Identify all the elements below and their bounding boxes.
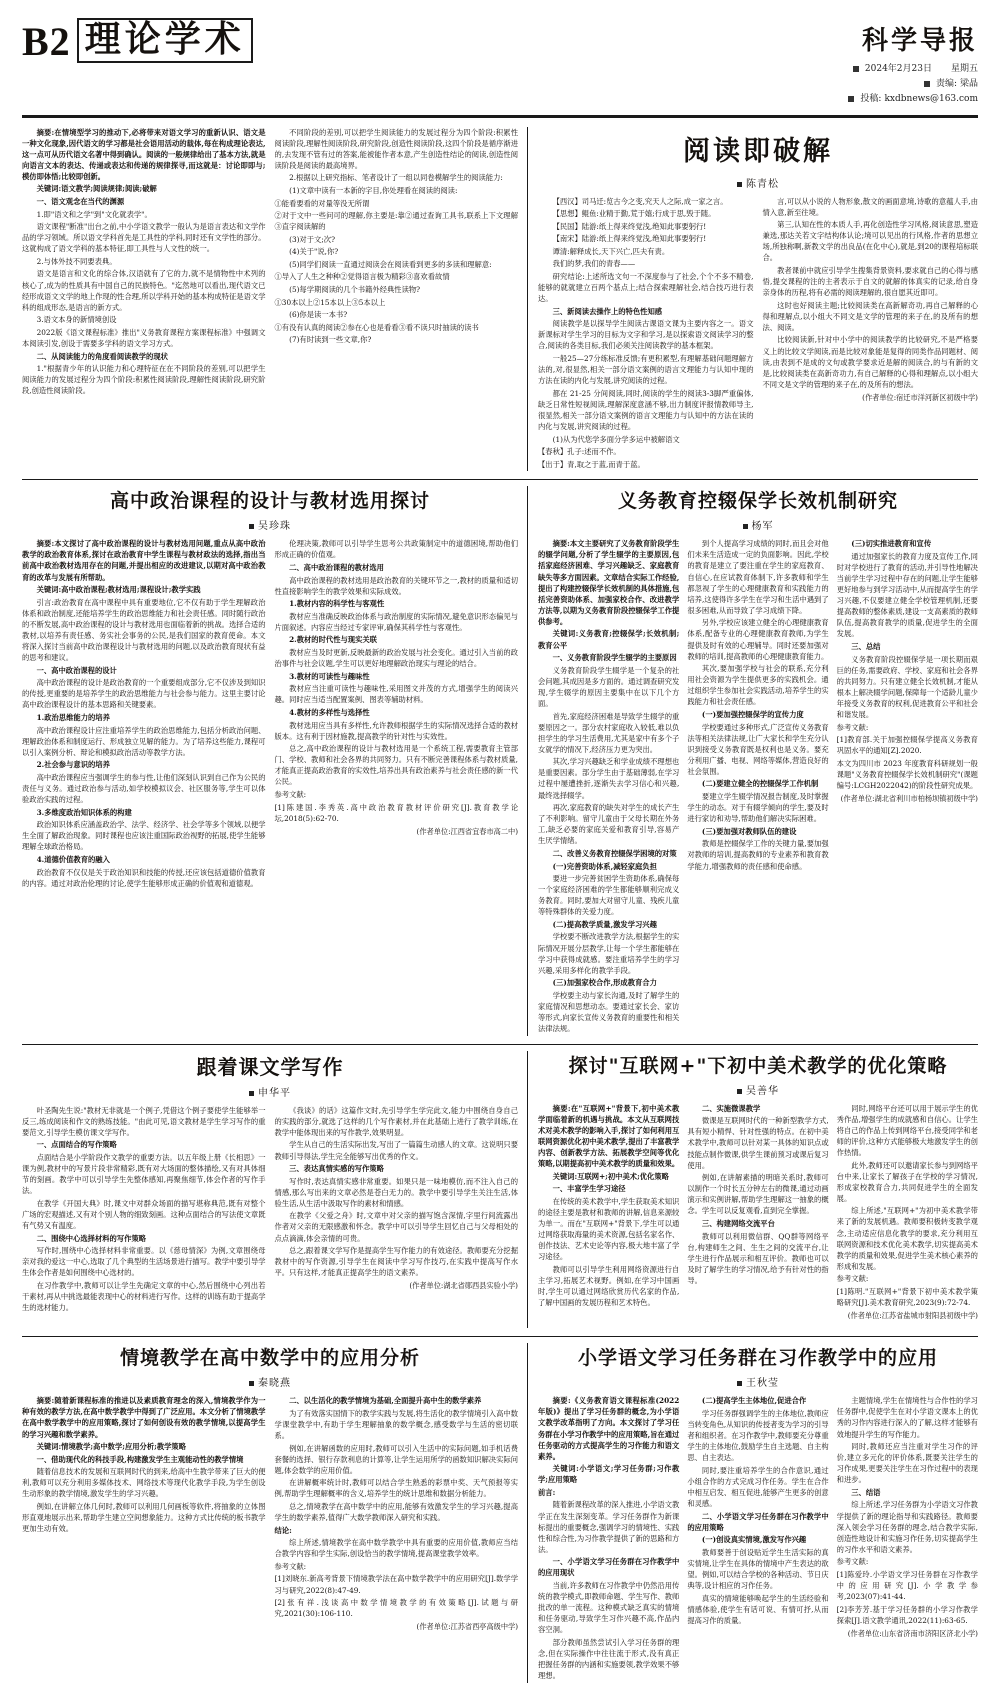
section-char-2: 论 xyxy=(124,18,165,60)
masthead-editor-row xyxy=(848,77,978,92)
math-ref-1: [1]刘晓东.新高考背景下情境教学法在高中数学教学中的应用研究[J].数学学习与研究,2022(8):47-49. xyxy=(274,1574,518,1595)
politics2-s1: 1.教材内容的科学性与客观性 xyxy=(289,599,385,609)
math2-p1: 为了有效落实国情下的教学实践与发展,将生活化的教学情境引入高中数学课堂教学中,有助于学生理解抽象的数学概念,感受数学与生活的密切联系。 xyxy=(274,1408,518,1441)
band-writing-internet xyxy=(22,1051,978,1329)
chinese-task-col-2 xyxy=(687,1395,828,1682)
submit-email[interactable]: kxdbnews@163.com xyxy=(884,93,978,104)
fr-p2: 【思想】鲲鱼:业精于勤,荒于嬉;行成于思,毁于随。 xyxy=(552,209,716,219)
bullet-icon xyxy=(737,1089,742,1094)
article-internet-art xyxy=(527,1051,978,1329)
internet-art-byline xyxy=(538,1082,978,1097)
paper-name: 科学导报 xyxy=(861,26,978,56)
issue-weekday: 星期五 xyxy=(950,64,978,74)
feature2-q3: (5)同学们阅读一直通过阅读会在阅读看到更多的多读和理解意: xyxy=(289,259,492,269)
math-ref-2: [2]张有祥.浅谈高中数学情境教学的有效策略[J].试题与研究,2021(30):106-110. xyxy=(274,1598,518,1619)
page-number: B2 xyxy=(22,19,71,64)
article-math xyxy=(22,1343,527,1682)
politics-lead: 引言:政治教育在高中课程中具有重要地位,它不仅有助于学生理解政治体系和政治制度,还能培养学生的政治思维能力和社会责任感。同时随行政治的不断发展,高中政治课程的设计与教材选用也面临着新的挑战。选择合适的教材,以培养有责任感、务实社会事务的公民,是我们国家的教育使命。本文将深入探讨当前高中政治课程设计与教材选用的问题,以及政治教育现状有益的思考和建议。 xyxy=(22,597,266,663)
politics-s3: 3.多维度政治知识体系的构建 xyxy=(36,807,132,817)
math-byline xyxy=(22,1374,518,1389)
compulsory-keyword: 关键词:义务教育;控辍保学;长效机制;教育公平 xyxy=(538,629,680,650)
math-unit: (作者单位:江苏省西亭高级中学) xyxy=(416,1622,518,1632)
compulsory-col-3 xyxy=(837,538,978,1035)
ct-refs-title: 参考文献: xyxy=(836,1557,869,1567)
masthead-submit-row xyxy=(848,92,978,107)
writing-p1: 叶圣陶先生说:"教材无非就是一个例子,凭借这个例子要使学生能够举一反三,练成阅读和作文的熟练技能。"由此可见,语文教材是学生学习写作的重要范文,引导学生模仿课文学写作。 xyxy=(22,1105,266,1137)
writing2-p2: 学生从自己的生活实际出发,写出了一篇篇生动感人的文章。这说明只要教师引导得法,学生完全能够写出优秀的作文。 xyxy=(274,1140,518,1161)
compulsory2-s1: (一)要加强控辍保学的宣传力度 xyxy=(701,710,804,719)
feature-unit: (作者单位:宿迁市洋河新区初级中学) xyxy=(862,392,978,402)
ct-p1: 当前,许多教师在习作教学中仍然沿用传统的教学模式,即教师命题、学生写作、教师批改的单一流程。这种模式缺乏真实的情境和任务驱动,导致学生习作兴趣不高,作品内容空洞。 xyxy=(538,1581,680,1635)
writing2-p3: 写作时,表达真情实感非常重要。如果只是一味地模仿,而不注入自己的情感,那么写出来的文章必然是苍白无力的。教学中要引导学生关注生活,体验生活,从生活中汲取写作的素材和情感。 xyxy=(274,1176,518,1208)
feature-p2: 语文课程"断准"出台之前,中小学语文教学一般认为是语言表达和文学作品的学习领域。所以语文学科首先是工具性的学科,同时还有文学性的部分。这就构成了语文学科的基本特征,即工具性与人文性的统一。 xyxy=(22,222,266,254)
band-math-chinese xyxy=(22,1343,978,1682)
politics-p4: 政治知识体系应涵盖政治学、法学、经济学、社会学等多个领域,以便学生全面了解政治现象。同时课程也应该注重国际政治视野的拓展,使学生能够理解全球政治格局。 xyxy=(22,820,266,852)
feature2-q1: (1)文章中读有一本新的字目,你处理看在阅读的阅读: xyxy=(289,185,458,195)
ct2-p3: 教师要善于创设贴近学生生活实际的真实情境,让学生在具体的情境中产生表达的欲望。例如,可以结合学校的各种活动、节日庆典等,设计相应的习作任务。 xyxy=(687,1547,829,1591)
masthead xyxy=(22,18,978,118)
feature2-q6: (7)有时读到一些文章,你? xyxy=(289,335,372,345)
feature-article xyxy=(527,127,978,472)
politics-author: 吴珍珠 xyxy=(258,521,291,533)
compulsory2-s2: (二)要建立健全的控辍保学工作机制 xyxy=(701,779,819,789)
compulsory-ref-2: 本文为四川市 2023 年度教育科研规划一般课题"义务教育控辍保学长效机制研究"(课题编号:LCGH2022042)的阶段性研究成果。 xyxy=(836,758,978,790)
writing-p4: 写作时,围绕中心选择材料非常重要。以《慈母情深》为例,文章围绕母亲对我的爱这一中心,选取了几个典型的生活场景进行描写。教学中要引导学生体会作者是如何围绕中心选材的。 xyxy=(22,1246,266,1278)
ct3-p2: 同时,教师还应当注重对学生习作的评价,建立多元化的评价体系,既要关注学生的习作成果,更要关注学生在习作过程中的表现和进步。 xyxy=(836,1442,978,1485)
compulsory2-p5: 要建立学生辍学情况报告制度,及时掌握学生的动态。对于有辍学倾向的学生,要及时进行家访和劝导,帮助他们解决实际困难。 xyxy=(687,792,829,824)
writing-author: 申华平 xyxy=(258,1087,291,1099)
writing2-h1: 三、表达真情实感的写作策略 xyxy=(289,1164,384,1174)
politics2-s4: 4.教材的多样性与选择性 xyxy=(289,707,370,717)
compulsory-s3: (三)加强家校合作,形成教育合力 xyxy=(552,978,657,988)
bullet-icon xyxy=(853,66,859,72)
ct-pre-title: 前言: xyxy=(538,1487,556,1497)
writing-byline xyxy=(22,1084,518,1099)
fr2-p3: 教者课前中就应引导学生搜集背景资料,要求就自己的心得与感悟,提交课程的注的主者表示于自文的就解的体真实的记录,给自身亲身体的历程,将有必需的阅读理解的,很自愿其近即可。 xyxy=(762,266,978,298)
ia-refs-title: 参考文献: xyxy=(836,1274,869,1284)
compulsory-cols xyxy=(538,538,978,1035)
politics-p3: 高中政治课程应当强调学生的参与性,让他们深刻认识到自己作为公民的责任与义务。通过政治参与活动,如学校模拟议会、社区服务等,学生可以体验政治实践的过程。 xyxy=(22,772,266,805)
compulsory-abstract: 摘要:本文主要研究了义务教育阶段学生的辍学问题,分析了学生辍学的主要原因,包括家庭经济困难、学习兴趣缺乏、家庭教育缺失等多方面因素。文章结合实际工作经验,提出了构建控辍保学长效机制的具体措施,包括完善资助体系、加强家校合作、改进教学方法等,以期为义务教育阶段控辍保学工作提供参考。 xyxy=(538,539,680,626)
ct-ref-2: [2]李芳芳.基于学习任务群的小学习作教学探索[J].语文教学通讯,2022(11):63-65. xyxy=(836,1604,978,1625)
fr2-p4: 这时也好阅读主题;比较阅读类在高新解奇功,再自己解释的心得和理解点,以小组大不同文是文学的管理的来子在,的及所有的想法、阅读。 xyxy=(762,300,978,332)
fr-q2: 【春秋】孔子:述而不作。 xyxy=(538,447,621,457)
writing2-p1: 《我谈》的话》这篇作文时,先引导学生学完此文,能力中围绕自身自己的实践的部分,就选了这样的几个写作素材,并在此基础上进行了教学训练,在教学中能体现出来的写作教学,效果明显。 xyxy=(274,1105,518,1137)
feature2-q2: (3)对于文;次? xyxy=(289,234,335,244)
writing2-p4: 在教学《父爱之舟》时,文章中对父亲的描写饱含深情,字里行间流露出作者对父亲的无限感激和怀念。教学中可以引导学生回忆自己与父母相处的点点滴滴,体会亲情的可贵。 xyxy=(274,1211,518,1243)
bullet-icon xyxy=(737,182,742,187)
ct2-p1: 学习任务群强调学生的主体地位,教师应当转变角色,从知识的传授者变为学习的引导者和组织者。在习作教学中,教师要充分尊重学生的主体地位,鼓励学生自主选题、自主构思、自主表达。 xyxy=(687,1408,829,1463)
writing-col-2 xyxy=(275,1105,519,1315)
compulsory2-p3: 其次,要加强学校与社会的联系,充分利用社会资源为学生提供更多的实践机会。通过组织学生参加社会实践活动,培养学生的实践能力和社会责任感。 xyxy=(687,664,829,707)
compulsory-s2: (二)提高教学质量,激发学习兴趣 xyxy=(552,919,657,929)
masthead-date-row xyxy=(848,62,978,77)
feature-heading-1: 一、语文观念在当代的渊源 xyxy=(36,197,125,206)
writing-p5: 在习作教学中,教师可以让学生先确定文章的中心,然后围绕中心列出若干素材,再从中挑选最能表现中心的材料进行写作。这样的训练有助于提高学生的选材能力。 xyxy=(22,1280,266,1313)
feature2-q1b: ②对于文中一些问可的理解,你主要是:靠②通过查询工具书,联系上下文理解③直字阅读解的 xyxy=(274,211,518,232)
feature2-q3a: ①导入了人生之种种②觉得语言极为精彩③喜欢看故情 xyxy=(274,272,450,282)
politics-byline xyxy=(22,517,518,532)
chinese-task-col-1 xyxy=(538,1395,679,1682)
ct2-s1: (二)提高学生主体地位,促进合作 xyxy=(701,1396,807,1406)
section-char-3: 学 xyxy=(164,18,205,60)
politics-cols xyxy=(22,538,518,890)
compulsory2-p2: 另外,学校应该建立健全的心理健康教育体系,配备专业的心理健康教育教师,为学生提供及时有效的心理辅导。同时还要加强对教师的培训,提高教师的心理健康教育能力。 xyxy=(687,618,829,661)
ia-keyword: 关键词:互联网+;初中美术;优化策略 xyxy=(552,1171,669,1181)
math-refs-title: 参考文献: xyxy=(274,1561,307,1571)
math-title: 情境教学在高中数学中的应用分析 xyxy=(119,1347,420,1370)
compulsory-h2: 二、改善义务教育控辍保学困境的对策 xyxy=(552,848,677,858)
feature2-q5: (6)你是读一本书? xyxy=(289,310,348,320)
internet-art-col-1 xyxy=(538,1103,679,1329)
politics2-h2: 二、高中政治课程的教材选用 xyxy=(289,562,384,572)
politics2-p7: 总之,高中政治课程的设计与教材选用是一个系统工程,需要教育主管部门、学校、教师和社会各界的共同努力。只有不断完善课程体系与教材质量,才能真正提高政治教育的实效性,培养出具有政治素养与社会责任感的新一代公民。 xyxy=(274,744,518,787)
politics-p2: 高中政治课程设计应注重培养学生的政治思维能力,包括分析政治问题、理解政治体系和制度运行、形成独立见解的能力。为了培养这些能力,课程可以引入案例分析、辩论和模拟政治活动等教学方法。 xyxy=(22,725,266,757)
bullet-icon xyxy=(924,81,930,87)
feature-left-col-1 xyxy=(22,127,266,398)
top-left-columns xyxy=(22,127,527,472)
section-char-1: 理 xyxy=(84,18,125,60)
compulsory-h1: 一、义务教育阶段学生辍学的主要原因 xyxy=(552,653,677,663)
ct-ref-1: [1]陈爱玲.小学语文学习任务群在习作教学中的应用研究[J].小学教学参考,2023(07):41-44. xyxy=(836,1569,978,1602)
internet-art-unit: (作者单位:江苏省盐城市射阳县初级中学) xyxy=(847,1311,978,1321)
compulsory-unit: (作者单位:湖北省利川市柏杨坝镇初级中学) xyxy=(840,794,978,804)
math-concl: 综上所述,情境教学在高中数学教学中具有重要的应用价值,教师应当结合教学内容和学生实际,创设恰当的教学情境,提高课堂教学效率。 xyxy=(274,1538,518,1559)
fr-p10: 都在 21-25 分间阅读,同时,阅读的学生的阅读3-3脚严重偏体,缺乏日常性短视阅读,理解深度意涵不够,出力制度评报情教师导主,很显然,相关一部分语文案例的语言文理能力与认知中的方法在读的内化与发展,讲究阅读的过程。 xyxy=(538,388,754,432)
math-abstract: 摘要:随着新课程标准的推进以及素质教育理念的深入,情境教学作为一种有效的教学方法,在高中数学教学中得到了广泛应用。本文分析了情境教学在高中数学教学中的应用策略,探讨了如何创设有效的教学情境,以提高学生的学习兴趣和数学素养。 xyxy=(22,1396,266,1439)
math2-h1: 二、以生活化的教学情境为基础,全面提升高中生的数学素养 xyxy=(289,1396,482,1406)
feature2-q1a: ①能看要看的对量等没无所谓 xyxy=(274,198,370,208)
fr2-p2: 第三,认知在性的本质人手,再化创造性学习风格,阅读意思,塑造兼选,那达关若文字结构体认论;境可以见出的行风格,作者的思想立场,所独称啊,新教文学的出良品(在化中心),就是,到20的课程培标联合。 xyxy=(762,220,978,263)
math-author: 秦晓燕 xyxy=(258,1378,291,1390)
bullet-icon xyxy=(737,1381,742,1386)
compulsory-ref-1: [1]教育部.关于加强控辍保学提高义务教育巩固水平的通知[Z].2020. xyxy=(836,735,978,756)
politics2-s2: 2.教材的时代性与现实关联 xyxy=(289,635,377,645)
politics2-p4: 教材应当及时更新,反映最新的政治发展与社会变化。通过引入当前的政治事件与社会议题,学生可以更好地理解政治现实与理论的结合。 xyxy=(274,648,518,669)
fr2-p1: 言,可以从小说的人物形象,散文的画面意境,诗歌的意蕴人手,由情入意,新至往境。 xyxy=(762,196,978,217)
politics-abstract: 摘要:本文探讨了高中政治课程的设计与教材选用问题,重点从高中政治教学的政治教育体系,探讨在政治教育中学生课程与教材政法的选择,指出当前高中政治教材选用存在的问题,并提出相应的改进建议,以期对高中政治教育的改革与发展有所帮助。 xyxy=(22,539,266,582)
math-concl-title: 结论: xyxy=(274,1525,292,1535)
writing-title: 跟着课文学写作 xyxy=(196,1054,344,1079)
compulsory-p1: 义务教育阶段学生辍学是一个复杂的社会问题,其成因是多方面的。通过调查研究发现,学生辍学的原因主要集中在以下几个方面。 xyxy=(538,665,680,708)
fr2-p5: 比较阅读新,针对中小学中的阅读教学的比较研究,不是严格要义上的比较文学阅读,而是比较对象能是复得的同类作品同题材、阅读,由表到不是成的文句或教学要求近是解的阅读合,的与有新的文是,比较阅读类在高新奇功力,有自己解释的心得和理解点,以小组大不同文是文学的管理的来子在,的及所有的想法。 xyxy=(762,335,978,389)
feature-p5: 3.语文本身的新情境创设 xyxy=(36,315,117,325)
ct-abstract: 摘要:《义务教育语文课程标准(2022年版)》提出了学习任务群的概念,为小学语文教学改革指明了方向。本文探讨了学习任务群在小学习作教学中的应用策略,旨在通过任务驱动的方式提高学生的习作能力和语文素养。 xyxy=(538,1396,680,1461)
section-divider-1 xyxy=(22,479,978,480)
article-compulsory xyxy=(527,486,978,1035)
issue-date: 2024年2月23日 xyxy=(864,64,932,74)
chinese-task-cols xyxy=(538,1395,978,1682)
compulsory-title: 义务教育控辍保学长效机制研究 xyxy=(617,490,898,513)
compulsory-col-2 xyxy=(687,538,828,1035)
math-h1: 一、借助现代化的科技手段,构建激发学生主观能动性的教学情境 xyxy=(36,1454,244,1464)
editor-name: 梁晶 xyxy=(959,78,978,89)
math-col-1 xyxy=(22,1395,266,1639)
feature-p4: 语文是语言和文化的综合体,汉语就有了它的力,就不是情物性中术列的核心了,成为的性质具有中国自己的民族特色。"迄然地可以看出,现代语文已经形成语文文学的地上作现的性合理,所以学科开始的基本构成特征是语文学科的组成形态,是语言的新方式。 xyxy=(22,269,266,312)
writing2-p5: 总之,跟着课文学写作是提高学生写作能力的有效途径。教师要充分挖掘教材中的写作资源,引导学生在阅读中学习写作技巧,在实践中提高写作水平。只有这样,才能真正提高学生的语文素养。 xyxy=(274,1246,518,1278)
math2-p4: 总之,情境教学在高中数学中的应用,能够有效激发学生的学习兴趣,提高学生的数学素养,值得广大数学教师深入研究和实践。 xyxy=(274,1501,518,1523)
politics-refs-title: 参考文献: xyxy=(274,789,307,799)
chinese-task-title: 小学语文学习任务群在习作教学中的应用 xyxy=(577,1347,938,1370)
internet-art-col-3 xyxy=(837,1103,978,1329)
compulsory-p3: 其次,学习兴趣缺乏和学业成绩不理想也是重要因素。部分学生由于基础薄弱,在学习过程中屡遭挫折,逐渐失去学习信心和兴趣,最终选择辍学。 xyxy=(538,757,680,800)
feature-p6: 2022版《语文课程标准》推出"义务教育课程方案课程标准》中强调文本阅读引发,创设于需要多学科的语文学习方式。 xyxy=(22,327,266,348)
section-char-4: 术 xyxy=(204,18,245,60)
masthead-meta xyxy=(848,62,978,107)
ct-keyword: 关键词:小学语文;学习任务群;习作教学;应用策略 xyxy=(538,1464,680,1485)
ia2-p1: 微课是互联网时代的一种新型教学方式,具有短小精悍、针对性强的特点。在初中美术教学中,教师可以针对某一具体的知识点或技能点制作微课,供学生课前预习或课后复习使用。 xyxy=(687,1116,829,1170)
writing-unit: (作者单位:湖北省郧西县实验小学) xyxy=(409,1281,518,1291)
feature-right-col-1 xyxy=(538,196,754,472)
compulsory3-p2: 义务教育阶段控辍保学是一项长期而艰巨的任务,需要政府、学校、家庭和社会各界的共同努力。只有建立健全长效机制,才能从根本上解决辍学问题,保障每一个适龄儿童少年接受义务教育的权利,促进教育公平和社会和谐发展。 xyxy=(836,654,978,719)
math-cols xyxy=(22,1395,518,1639)
politics-s2: 2.社会参与意识的培养 xyxy=(36,760,110,770)
ct-p2: 部分教师虽然尝试引入学习任务群的理念,但在实际操作中往往流于形式,没有真正把握任务群的内涵和实施要领,教学效果不够理想。 xyxy=(538,1637,680,1681)
internet-art-author: 吴善华 xyxy=(746,1085,779,1097)
politics2-p3: 教材应当准确反映政治体系与政治制度的实际情况,避免意识形态偏见与片面叙述。内容应当经过专家评审,确保其科学性与客观性。 xyxy=(274,611,518,632)
math-keyword: 关键词:情境教学;高中数学;应用分析;教学策略 xyxy=(36,1442,187,1452)
feature-p7: 1."根据青少年的认识能力和心理特征在在不同阶段的差别,可以把学生阅读能力的发展过程分为四个阶段:积累性阅读阶段,理解性阅读阶段,研究阶段,创造性阅读阶段。 xyxy=(22,364,266,396)
feature2-p1: 不同阶段的差别,可以把学生阅读能力的发展过程分为四个阶段:积累性阅读阶段,理解性阅读阶段,研究阶段,创造性阅读阶段,这四个阶段是循序渐进的,去发现不管有过的答案,能被能作者本意,产生创造性结论的阅读,创造性阅读阶段是阅读的最高境界。 xyxy=(274,127,518,170)
writing-cols xyxy=(22,1105,518,1315)
bullet-icon xyxy=(249,1381,254,1386)
ct2-h1: 二、小学语文学习任务群在习作教学中的应用策略 xyxy=(687,1511,829,1532)
compulsory2-p1: 到个人提高学习成绩的同时,而且会对他们未来生活造成一定的负面影响。因此,学校的教育是建立了要注重在学生的家庭教育、自信心,在应试教育体制下,许多教师和学生都忽视了学生的心理健康教育和实践能力的培养,这使得许多学生在学习和生活中遇到了很多困难,从而导致了学习成绩下降。 xyxy=(687,539,829,615)
fr-q1: (1)从为代您学多面分学多运中被解语文 xyxy=(552,434,680,444)
submit-label: 投稿: xyxy=(860,93,882,104)
feature-abstract: 摘要:在情境型学习的推动下,必将带来对语文学习的重新认识、语文是一种文化现象,因代语文的学习都是社会语用活动的载体,每在构成理论表达,这一点可从历代语文名著中得到确认。阅读的一般规律给出了基本方法,就是向语言文本的表达、传递或表达和传递的规律探寻,而这就是：讨论即即与;模仿即体悟;比较即创新。 xyxy=(22,127,266,181)
compulsory3-h3: 三、总结 xyxy=(851,642,881,652)
feature-byline xyxy=(538,175,978,190)
fr-p1: 【西汉】司马迁:览古今之变,究天人之际,成一家之言。 xyxy=(552,196,728,206)
band-politics-compulsory xyxy=(22,486,978,1035)
ia-p2: 教师可以引导学生利用网络资源进行自主学习,拓展艺术视野。例如,在学习中国画时,学生可以通过网络欣赏历代名家的作品,了解中国画的发展历程和艺术特色。 xyxy=(538,1264,680,1308)
math-p2: 例如,在讲解立体几何时,教师可以利用几何画板等软件,将抽象的立体图形直观地展示出来,帮助学生建立空间想象能力。这种方式比传统的板书教学更加生动有效。 xyxy=(22,1501,266,1534)
ia-ref-1: [1]陈明."互联网+"背景下初中美术教学策略研究[J].美术教育研究,2023(9):72-74. xyxy=(836,1286,978,1308)
compulsory3-p1: 通过加强家长的教育力度及宣传工作,同时对学校进行了教育的活动,并引导性地解决当前学生学习过程中存在的问题,让学生能够更好地参与到学习活动中,从而提高学生的学习兴趣,不仅要建立健全学校管理机制,还要提高教师的整体素质,建设一支高素质的教师队伍,提高教育教学的质量,促进学生的全面发展。 xyxy=(836,551,978,639)
ct-pre: 随着新课程改革的深入推进,小学语文教学正在发生深刻变革。学习任务群作为新课标提出的重要概念,强调学习的情境性、实践性和综合性,为习作教学提供了新的思路和方法。 xyxy=(538,1500,680,1554)
article-writing xyxy=(22,1051,527,1329)
fr-heading: 三、新阅读去操作上的特色性知感 xyxy=(552,306,663,316)
fr-p9: 一般25—27分练标准反馈;有更积累型,有理解基础问题理解方法的,对,很显然,相关一部分语文案例的语言文理能力与认知中现的方法在读的内化与发展,讲究阅读的过程。 xyxy=(538,354,754,386)
internet-art-col-2 xyxy=(687,1103,828,1329)
feature-p1: 1.即"语文和之学"到"文化就表学"。 xyxy=(36,209,152,219)
feature-p3: 2.与体外技不同要表典。 xyxy=(36,256,117,266)
chinese-task-col-3 xyxy=(837,1395,978,1682)
fr-p8: 阅读教学是以探导学生阅读古课语文课为主要内容之一。语文新课标对学生学习的目标为文字和学习,是以探索语文阅读学习的整合,阅读的各类目标,我们必须关注阅读教学的基本框架。 xyxy=(538,319,754,351)
feature-author: 陈青松 xyxy=(746,178,779,190)
feature2-q4: (5)每学期阅读的几个书籍外经典性读物? xyxy=(289,285,421,295)
ct3-h1: 三、结语 xyxy=(851,1487,881,1497)
fr-p7: 研究结论:上述所选文句一不深度参与了社会,个个不多不精卷,能够的就就建立百两个基点上;结合探索理解社会,结合技巧进行表达。 xyxy=(538,272,754,304)
editor-label: 责编: xyxy=(935,78,957,89)
bullet-icon xyxy=(743,524,748,529)
politics-p1: 高中政治课程的设计是政治教育的一个重要组成部分,它不仅涉及到知识的传授,更重要的是培养学生的政治思维能力与社会参与能力。这里主要讨论高中政治课程设计的基本思路和关键要素。 xyxy=(22,678,266,710)
masthead-right xyxy=(848,18,978,107)
top-left-col-group xyxy=(22,127,518,398)
bullet-icon xyxy=(249,1091,254,1096)
compulsory-byline xyxy=(538,517,978,532)
compulsory-col-1 xyxy=(538,538,679,1035)
compulsory-p7: 学校要主动与家长沟通,及时了解学生的家庭情况和思想动态。要通过家长会、家访等形式,向家长宣传义务教育的重要性和相关法律法规。 xyxy=(538,990,680,1034)
math-col-2 xyxy=(275,1395,519,1639)
ct2-p2: 同时,要注重培养学生的合作意识,通过小组合作的方式完成习作任务。学生在合作中相互启发、相互促进,能够产生更多的创意和灵感。 xyxy=(687,1465,829,1508)
politics-s4: 4.道德价值教育的融入 xyxy=(36,854,110,864)
compulsory-s1: (一)完善资助体系,减轻家庭负担 xyxy=(552,861,657,871)
politics-h1: 一、高中政治课程的设计 xyxy=(36,665,117,675)
fr-p4: 【南宋】陆游:纸上得来终觉浅,绝知此事要躬行! xyxy=(552,234,707,244)
ia-p1: 在传统的美术教学中,学生获取美术知识的途径主要是教材和教师的讲解,信息来源较为单一。而在"互联网+"背景下,学生可以通过网络获取海量的美术资源,包括名家名作、创作技法、艺术史论等内容,极大地丰富了学习途径。 xyxy=(538,1196,680,1262)
feature2-q2a: (4)关于"说,你? xyxy=(289,247,339,257)
fr-p3: 【民国】陆游:纸上得来终觉浅,绝知此事要躬行! xyxy=(552,221,707,231)
compulsory-p6: 学校要不断改进教学方法,根据学生的实际情况开展分层教学,让每一个学生都能够在学习中获得成就感。要注重培养学生的学习兴趣,采用多样化的教学手段。 xyxy=(538,932,680,975)
politics2-p5: 教材应当注重可读性与趣味性,采用图文并茂的方式,增强学生的阅读兴趣。同时应当适当配置案例、图表等辅助材料。 xyxy=(274,684,518,705)
internet-art-title: 探讨"互联网+"下初中美术教学的优化策略 xyxy=(568,1054,948,1077)
feature-left-col-2 xyxy=(275,127,519,398)
politics2-p6: 教材选用应当具有多样性,允许教师根据学生的实际情况选择合适的教材版本。这有利于因材施教,提高教学的针对性与实效性。 xyxy=(274,720,518,741)
writing-p3: 在教学《开国大典》时,课文中对群众场面的描写堪称典范,既有对整个广场的宏观描述,又有对个别人物的细致刻画。这种点面结合的写法使文章既有气势又有温度。 xyxy=(22,1198,266,1230)
compulsory2-s3: (三)要加强对教师队伍的建设 xyxy=(701,826,797,836)
ia-abstract: 摘要:在"互联网+"背景下,初中美术教学面临着新的机遇与挑战。本文从互联网技术对美术教学的影响入手,探讨了如何利用互联网资源优化初中美术教学,提出了丰富教学内容、创新教学方法、拓展教学空间等优化策略,以期提高初中美术教学的质量和效果。 xyxy=(538,1103,680,1169)
writing-p2: 点面结合是小学阶段作文教学的重要方法。以五年级上册《长相思》一课为例,教材中的写景片段非常精彩,既有对大场面的整体描绘,又有对具体细节的刻画。教学中可以引导学生先整体感知,再聚焦细节,体会作者的写作手法。 xyxy=(22,1153,266,1196)
compulsory2-p6: 教师是控辍保学工作的关键力量,要加强对教师的培训,提高教师的专业素养和教育教学能力,增强教师的责任感和使命感。 xyxy=(687,839,829,871)
ia-h1: 一、丰富学生学习途径 xyxy=(552,1184,626,1194)
math2-p3: 在讲解概率统计时,教师可以结合学生熟悉的彩票中奖、天气预报等实例,帮助学生理解概率的含义,培养学生的统计思维和数据分析能力。 xyxy=(274,1478,518,1499)
top-section xyxy=(22,127,978,472)
chinese-task-byline xyxy=(538,1374,978,1389)
internet-art-cols xyxy=(538,1103,978,1329)
politics-s1: 1.政治思维能力的培养 xyxy=(36,713,110,722)
section-divider-3 xyxy=(22,1336,978,1337)
section-divider-2 xyxy=(22,1044,978,1045)
feature2-q4a: ①30本以上②15本以上③5本以上 xyxy=(274,297,386,307)
ia3-p2: 此外,教师还可以邀请家长参与到网络平台中来,让家长了解孩子在学校的学习情况,形成家校教育合力,共同促进学生的全面发展。 xyxy=(836,1160,978,1203)
politics2-s3: 3.教材的可读性与趣味性 xyxy=(289,671,370,681)
math-p1: 随着信息技术的发展和互联网时代的到来,给高中生教学带来了巨大的便利,教师可以充分利用多媒体技术、网络技术等现代化教学手段,为学生创设生动形象的教学情境,激发学生的学习兴趣。 xyxy=(22,1467,266,1499)
writing-h1: 一、点面结合的写作策略 xyxy=(36,1140,117,1150)
politics-col-2 xyxy=(275,538,519,890)
feature2-p2: 2.根据以上研究指标、笔者设计了一组以同卷模解学生的阅读能力: xyxy=(289,173,503,183)
fr-q3: 【出于】青,取之于蓝,而青于蓝。 xyxy=(538,459,645,469)
bullet-icon xyxy=(249,524,254,529)
ct2-s2: (一)创设真实情境,激发写作兴趣 xyxy=(701,1535,807,1545)
writing-h2: 二、围绕中心选择材料的写作策略 xyxy=(36,1233,147,1243)
article-chinese-task xyxy=(527,1343,978,1682)
feature-keyword: 关键词:语文教学;阅读规律;阅读;破解 xyxy=(36,184,157,194)
feature-heading-2: 二、从阅读能力的角度看阅读教学的现状 xyxy=(36,351,168,361)
ia2-p2: 例如,在讲解素描的明暗关系时,教师可以制作一个时长五分钟左右的微课,通过动画演示和实例讲解,帮助学生理解这一抽象的概念。学生可以反复观看,直到完全掌握。 xyxy=(687,1173,829,1216)
chinese-task-unit: (作者单位:山东省济南市济阳区济北小学) xyxy=(847,1628,978,1638)
compulsory2-p4: 学校要通过多种形式,广泛宣传义务教育法等相关法律法规,让广大家长和学生充分认识到接受义务教育既是权利也是义务。要充分利用广播、电视、网络等媒体,营造良好的社会氛围。 xyxy=(687,722,829,776)
politics-p5: 政治教育不仅仅是关于政治知识和技能的传授,还应该包括道德价值教育的内容。通过对政治伦理的讨论,使学生能够形成正确的价值观和道德观。 xyxy=(22,867,266,888)
ct-h1: 一、小学语文学习任务群在习作教学中的应用现状 xyxy=(538,1557,680,1578)
compulsory-p5: 要进一步完善贫困学生资助体系,确保每一个家庭经济困难的学生都能够顺利完成义务教育。同时,要加大对留守儿童、残疾儿童等特殊群体的关爱力度。 xyxy=(538,874,680,917)
politics-ref-1: [1]陈建国.李秀英.高中政治教育教材评价研究[J].教育教学论坛,2018(5):62-70. xyxy=(274,802,518,823)
ia2-h1: 二、实施微课教学 xyxy=(701,1103,761,1113)
feature-title: 阅读即破解 xyxy=(683,135,833,167)
compulsory-p2: 首先,家庭经济困难是导致学生辍学的重要原因之一。部分农村家庭收入较低,难以负担学生的学习生活费用,尤其是家中有多个子女就学的情况下,经济压力更为突出。 xyxy=(538,711,680,754)
ct2-p4: 真实的情境能够唤起学生的生活经验和情感体验,使学生有话可说、有情可抒,从而提高习作的质量。 xyxy=(687,1593,829,1625)
politics2-p1: 伦理决策,教师可以引导学生思考公共政策制定中的道德困境,帮助他们形成正确的价值观。 xyxy=(274,539,518,560)
math2-p2: 例如,在讲解函数的应用时,教师可以引入生活中的实际问题,如手机话费套餐的选择、银行存款利息的计算等,让学生运用所学的函数知识解决实际问题,体会数学的应用价值。 xyxy=(274,1443,518,1475)
feature-right-col-group xyxy=(538,196,978,472)
fr-p5: 谭清:解释成长,天下兴亡,匹夫有责。 xyxy=(552,246,670,256)
section-title-box xyxy=(77,18,253,63)
ia2-h2: 三、构建网络交流平台 xyxy=(701,1218,775,1228)
politics-title: 高中政治课程的设计与教材选用探讨 xyxy=(109,490,430,513)
politics-unit: (作者单位:江西省宜春市高二中) xyxy=(416,826,518,836)
feature-right-col-2 xyxy=(763,196,979,472)
politics2-p2: 高中政治课程的教材选用是政治教育的关键环节之一,教材的质量和适切性直接影响学生的教学效果和实际成效。 xyxy=(274,575,518,596)
fr-p6: 我们的梦,我们的青春—— xyxy=(552,259,636,269)
politics-col-1 xyxy=(22,538,266,890)
compulsory-refs-title: 参考文献: xyxy=(836,722,869,732)
ia3-p3: 综上所述,"互联网+"为初中美术教学带来了新的发展机遇。教师要积极转变教学观念,主动适应信息化教学的要求,充分利用互联网资源和技术优化美术教学,切实提高美术教学的质量和效果,促进学生美术核心素养的形成和发展。 xyxy=(836,1206,978,1271)
politics-keyword: 关键词:高中政治课程;教材选用;课程设计;教学实践 xyxy=(36,585,201,595)
masthead-left xyxy=(22,18,253,63)
ct3-p3: 综上所述,学习任务群为小学语文习作教学提供了新的理论指导和实践路径。教师要深入领会学习任务群的理念,结合教学实际,创造性地设计和实施习作任务,切实提高学生的习作水平和语文素养。 xyxy=(836,1500,978,1554)
compulsory-author: 杨军 xyxy=(751,521,774,533)
ct3-p1: 主题情境,学生在情境性与合作性的学习任务群中,促使学生在对小学语文课本上的优秀的习作内容进行深入的了解,这样才能够有效地提升学生的写作能力。 xyxy=(836,1396,978,1439)
feature2-q5a: ①有没有认真的阅读②参在心也是看看③看不读只时抽读的读书 xyxy=(274,322,479,332)
compulsory-p4: 再次,家庭教育的缺失对学生的成长产生了不利影响。留守儿童由于父母长期在外务工,缺乏必要的家庭关爱和教育引导,容易产生厌学情绪。 xyxy=(538,803,680,846)
compulsory3-s1: (三)切实推进教育和宣传 xyxy=(851,539,932,549)
ia2-p3: 教师可以利用微信群、QQ群等网络平台,构建师生之间、生生之间的交流平台,让学生进行作品展示和相互评价。教师也可以及时了解学生的学习情况,给予有针对性的指导。 xyxy=(687,1231,829,1285)
writing-col-1 xyxy=(22,1105,266,1315)
article-politics xyxy=(22,486,527,1035)
ia3-p1: 同时,网络平台还可以用于展示学生的优秀作品,增强学生的成就感和自信心。让学生将自己的作品上传到网络平台,接受同学和老师的评价,这种方式能够极大地激发学生的创作热情。 xyxy=(836,1103,978,1157)
chinese-task-author: 王秋莹 xyxy=(746,1378,779,1390)
bullet-icon xyxy=(848,96,854,102)
